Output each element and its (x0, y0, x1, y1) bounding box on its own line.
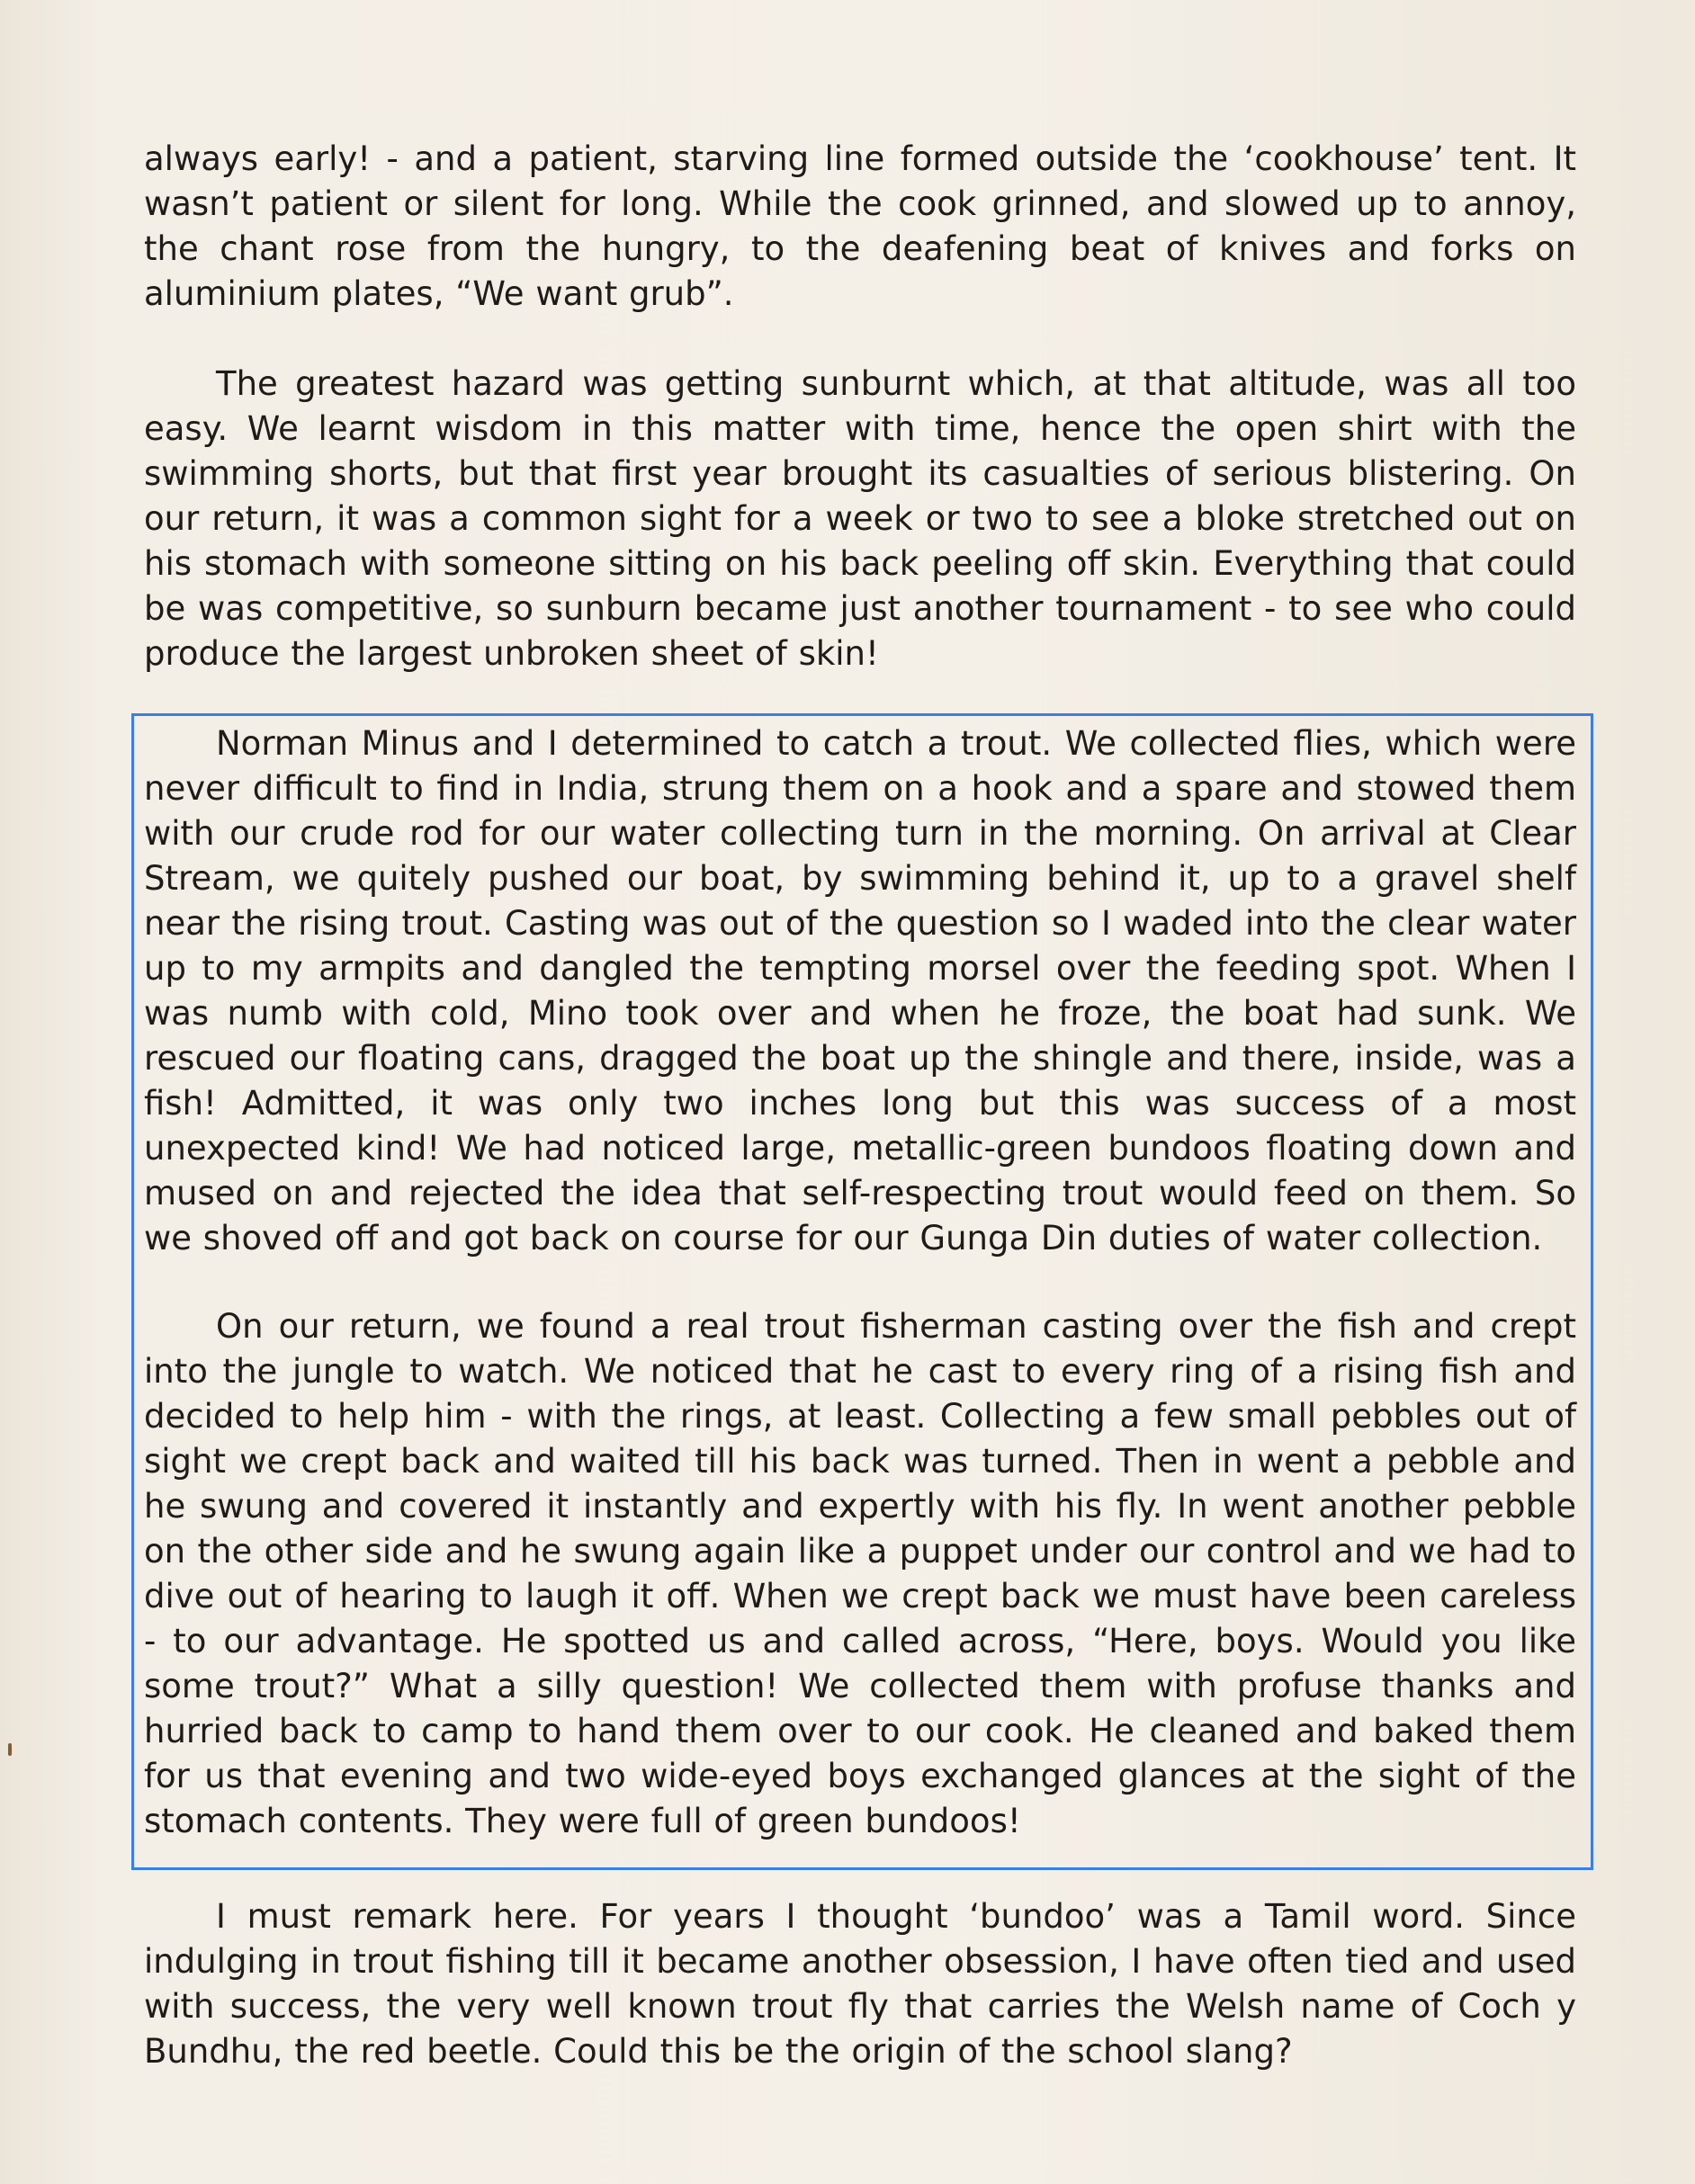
paragraph-5-text: I must remark here. For years I thought ‘bundoo’ was a Tamil word. Since indulging in trout fishing till it became another obsession, I have often tied and used with success, the very well known trout fly that carries the Welsh name of Coch y Bundhu, the red beetle. Could this be the origin of the school slang? (144, 1897, 1576, 2071)
paragraph-2 (144, 362, 1576, 676)
paragraph-4 (144, 1304, 1576, 1844)
paragraph-3-text: Norman Minus and I determined to catch a trout. We collected flies, which were never difficult to find in India, strung them on a hook and a spare and stowed them with our crude rod for our water collecting turn in the morning. On arrival at Clear Stream, we quitely pushed our boat, by swimming behind it, up to a gravel shelf near the rising trout. Casting was out of the question so I waded into the clear water up to my armpits and dangled the tempting morsel over the feeding spot. When I was numb with cold, Mino took over and when he froze, the boat had sunk. We rescued our floating cans, dragged the boat up the shingle and there, inside, was a fish! Admitted, it was only two inches long but this was success of a most unexpected kind! We had noticed large, metallic-green bundoos floating down and mused on and rejected the idea that self-respecting trout would feed on them. So we shoved off and got back on course for our Gunga Din duties of water collection. (144, 724, 1576, 1258)
paragraph-3 (144, 721, 1576, 1261)
paragraph-4-text: On our return, we found a real trout fisherman casting over the fish and crept into the jungle to watch. We noticed that he cast to every ring of a rising fish and decided to help him - with the rings, at least. Collecting a few small pebbles out of sight we crept back and waited till his back was turned. Then in went a pebble and he swung and covered it instantly and expertly with his fly. In went another pebble on the other side and he swung again like a puppet under our control and we had to dive out of hearing to laugh it off. When we crept back we must have been careless - to our advantage. He spotted us and called across, “Here, boys. Would you like some trout?” What a silly question! We collected them with profuse thanks and hurried back to camp to hand them over to our cook. He cleaned and baked them for us that evening and two wide-eyed boys exchanged glances at the sight of the stomach contents. They were full of green bundoos! (144, 1307, 1576, 1840)
paragraph-5 (144, 1894, 1576, 2074)
ink-speck (8, 1743, 12, 1756)
paragraph-2-text: The greatest hazard was getting sunburnt which, at that altitude, was all too easy. We learnt wisdom in this matter with time, hence the open shirt with the swimming shorts, but that first year brought its casualties of serious blistering. On our return, it was a common sight for a week or two to see a bloke stretched out on his stomach with someone sitting on his back peeling off skin. Everything that could be was competitive, so sunburn became just another tournament - to see who could produce the largest unbroken sheet of skin! (144, 364, 1576, 673)
paragraph-1 (144, 137, 1576, 317)
paragraph-1-text: always early! - and a patient, starving line formed outside the ‘cookhouse’ tent. It wasn’t patient or silent for long. While the cook grinned, and slowed up to annoy, the chant rose from the hungry, to the deafening beat of knives and forks on aluminium plates, “We want grub”. (144, 139, 1576, 313)
